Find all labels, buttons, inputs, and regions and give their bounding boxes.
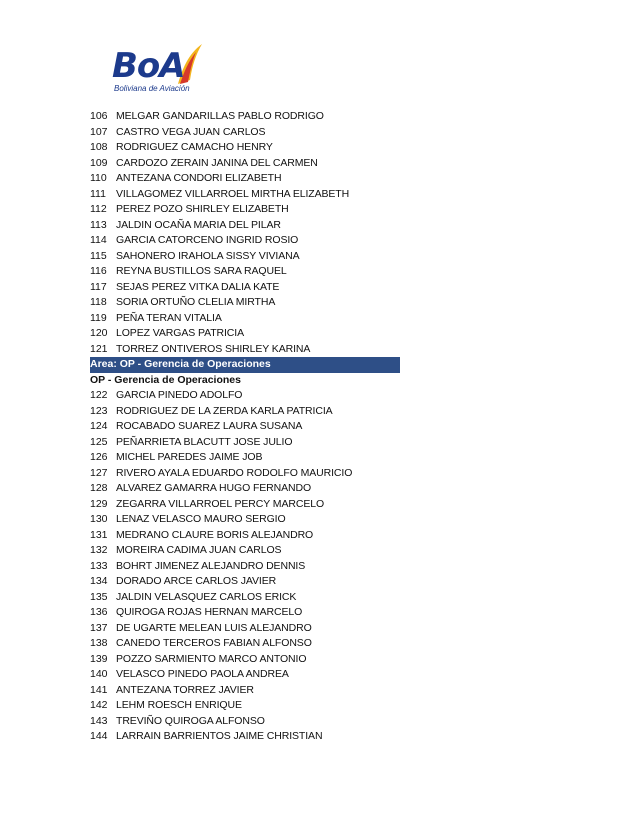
employee-name: TORREZ ONTIVEROS SHIRLEY KARINA: [116, 342, 311, 355]
employee-number: 139: [90, 652, 108, 665]
employee-number: 143: [90, 714, 108, 727]
employee-name: SEJAS PEREZ VITKA DALIA KATE: [116, 280, 280, 293]
employee-name: JALDIN OCAÑA MARIA DEL PILAR: [116, 218, 281, 231]
employee-name: GARCIA PINEDO ADOLFO: [116, 389, 243, 401]
employee-row: [90, 512, 400, 528]
employee-name: CASTRO VEGA JUAN CARLOS: [116, 125, 266, 138]
employee-name: QUIROGA ROJAS HERNAN MARCELO: [116, 606, 303, 618]
employee-number: 128: [90, 482, 108, 494]
employee-name: ZEGARRA VILLARROEL PERCY MARCELO: [116, 497, 325, 510]
employee-name: VELASCO PINEDO PAOLA ANDREA: [116, 668, 289, 680]
employee-number: 110: [90, 172, 107, 184]
employee-row: [90, 528, 400, 544]
employee-number: 136: [90, 606, 108, 618]
employee-number: 142: [90, 699, 108, 711]
employee-number: 130: [90, 513, 108, 525]
employee-row: [90, 497, 400, 513]
employee-number: 112: [90, 203, 107, 215]
employee-name: RODRIGUEZ CAMACHO HENRY: [116, 141, 273, 153]
employee-row: [90, 574, 400, 590]
logo-subtitle: Boliviana de Aviación: [114, 84, 190, 93]
employee-name: LENAZ VELASCO MAURO SERGIO: [116, 513, 286, 525]
employee-number: 141: [90, 683, 108, 696]
employee-number: 122: [90, 389, 108, 401]
employee-name: SAHONERO IRAHOLA SISSY VIVIANA: [116, 249, 300, 262]
employee-number: 126: [90, 451, 108, 463]
employee-name: MEDRANO CLAURE BORIS ALEJANDRO: [116, 528, 314, 541]
employee-name: GARCIA CATORCENO INGRID ROSIO: [116, 234, 299, 246]
employee-name: ALVAREZ GAMARRA HUGO FERNANDO: [116, 482, 312, 494]
employee-number: 127: [90, 466, 108, 479]
employee-number: 109: [90, 156, 108, 169]
employee-name: MOREIRA CADIMA JUAN CARLOS: [116, 544, 282, 556]
employee-name: BOHRT JIMENEZ ALEJANDRO DENNIS: [116, 559, 306, 572]
employee-name: MICHEL PAREDES JAIME JOB: [116, 451, 263, 463]
employee-row: [90, 450, 400, 466]
employee-row: [90, 342, 400, 358]
employee-name: DE UGARTE MELEAN LUIS ALEJANDRO: [116, 621, 312, 634]
employee-row: [90, 605, 400, 621]
employee-number: 116: [90, 265, 107, 277]
employee-number: 124: [90, 420, 108, 432]
employee-row: [90, 109, 400, 125]
employee-row: [90, 667, 400, 683]
employee-name: RIVERO AYALA EDUARDO RODOLFO MAURICIO: [116, 466, 353, 479]
employee-name: RODRIGUEZ DE LA ZERDA KARLA PATRICIA: [116, 404, 333, 417]
employee-name: PEÑARRIETA BLACUTT JOSE JULIO: [116, 435, 293, 448]
employee-name: REYNA BUSTILLOS SARA RAQUEL: [116, 265, 287, 277]
employee-row: [90, 404, 400, 420]
employee-list: [90, 109, 400, 745]
employee-name: PEÑA TERAN VITALIA: [116, 311, 222, 324]
employee-name: LARRAIN BARRIENTOS JAIME CHRISTIAN: [116, 730, 323, 742]
employee-number: 118: [90, 296, 107, 308]
employee-name: MELGAR GANDARILLAS PABLO RODRIGO: [116, 110, 324, 122]
employee-row: [90, 559, 400, 575]
employee-row: [90, 311, 400, 327]
employee-row: [90, 652, 400, 668]
employee-row: [90, 466, 400, 482]
employee-name: ROCABADO SUAREZ LAURA SUSANA: [116, 420, 303, 432]
employee-name: ANTEZANA TORREZ JAVIER: [116, 683, 254, 696]
employee-row: [90, 481, 400, 497]
employee-row: [90, 714, 400, 730]
employee-number: 123: [90, 404, 108, 417]
employee-number: 114: [90, 234, 107, 246]
employee-name: CARDOZO ZERAIN JANINA DEL CARMEN: [116, 156, 318, 169]
employee-row: [90, 698, 400, 714]
employee-row: [90, 636, 400, 652]
employee-number: 144: [90, 730, 108, 742]
employee-row: [90, 156, 400, 172]
employee-name: SORIA ORTUÑO CLELIA MIRTHA: [116, 296, 276, 308]
area-header: Area: OP - Gerencia de Operaciones: [90, 357, 400, 373]
employee-number: 137: [90, 621, 108, 634]
employee-number: 107: [90, 125, 108, 138]
employee-row: [90, 233, 400, 249]
logo-brand-text: BoA: [112, 46, 185, 86]
employee-row: [90, 140, 400, 156]
employee-number: 121: [90, 342, 108, 355]
employee-name: LOPEZ VARGAS PATRICIA: [116, 327, 245, 339]
employee-row: [90, 543, 400, 559]
employee-number: 120: [90, 327, 108, 339]
employee-number: 132: [90, 544, 108, 556]
employee-number: 135: [90, 590, 108, 603]
employee-name: JALDIN VELASQUEZ CARLOS ERICK: [116, 590, 297, 603]
employee-name: CANEDO TERCEROS FABIAN ALFONSO: [116, 637, 312, 649]
employee-row: [90, 249, 400, 265]
employee-row: [90, 280, 400, 296]
employee-row: [90, 590, 400, 606]
employee-number: 125: [90, 435, 108, 448]
employee-number: 108: [90, 141, 108, 153]
employee-number: 133: [90, 559, 108, 572]
employee-name: DORADO ARCE CARLOS JAVIER: [116, 575, 277, 587]
area-subheader: OP - Gerencia de Operaciones: [90, 373, 241, 386]
employee-number: 134: [90, 575, 108, 587]
employee-name: POZZO SARMIENTO MARCO ANTONIO: [116, 652, 307, 665]
employee-row: [90, 683, 400, 699]
employee-name: LEHM ROESCH ENRIQUE: [116, 699, 242, 711]
employee-number: 138: [90, 637, 108, 649]
employee-number: 113: [90, 218, 107, 231]
employee-name: ANTEZANA CONDORI ELIZABETH: [116, 172, 282, 184]
boa-logo: [108, 40, 208, 96]
employee-row: [90, 187, 400, 203]
employee-row: [90, 729, 400, 745]
employee-group-1: [90, 109, 400, 357]
employee-row: [90, 419, 400, 435]
employee-number: 119: [90, 311, 107, 324]
employee-group-2: [90, 388, 400, 745]
employee-row: [90, 264, 400, 280]
employee-number: 129: [90, 497, 108, 510]
employee-row: [90, 388, 400, 404]
employee-row: [90, 218, 400, 234]
employee-row: [90, 295, 400, 311]
employee-number: 106: [90, 110, 108, 122]
employee-number: 111: [90, 187, 106, 200]
employee-row: [90, 435, 400, 451]
employee-number: 131: [90, 528, 108, 541]
employee-name: PEREZ POZO SHIRLEY ELIZABETH: [116, 203, 289, 215]
employee-number: 115: [90, 249, 107, 262]
employee-name: VILLAGOMEZ VILLARROEL MIRTHA ELIZABETH: [116, 187, 350, 200]
employee-row: [90, 621, 400, 637]
employee-row: [90, 202, 400, 218]
employee-row: [90, 171, 400, 187]
employee-number: 140: [90, 668, 108, 680]
employee-name: TREVIÑO QUIROGA ALFONSO: [116, 714, 265, 727]
employee-row: [90, 326, 400, 342]
employee-number: 117: [90, 280, 107, 293]
employee-row: [90, 125, 400, 141]
